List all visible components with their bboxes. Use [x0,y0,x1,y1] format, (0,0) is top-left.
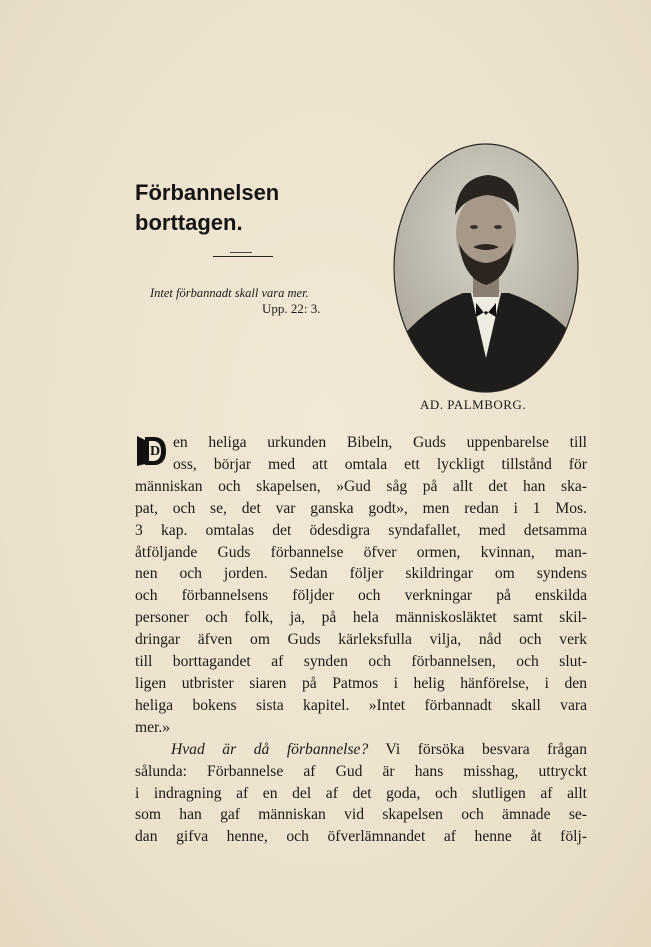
text-line: ligen utbrister siaren på Patmos i helig hänförelse, i den [135,674,587,692]
text-line: och förbannelsens följder och verkningar på enskilda [135,587,587,605]
text-line: 3 kap. omtalas det ödesdigra syndafallet, med detsamma [135,521,587,539]
svg-text:D: D [149,444,161,459]
article-body [135,432,587,848]
text-line: nen och jorden. Sedan följer skildringar om syndens [135,565,587,583]
title-line-1: Förbannelsen [135,180,280,205]
text-line: i indragning af en del af det goda, och slutligen af allt [135,784,587,802]
portrait-caption: AD. PALMBORG. [420,397,527,412]
paragraph-2-first-line [135,739,587,761]
author-portrait [393,143,579,393]
text-line: åtföljande Guds förbannelse öfver ormen, kvinnan, man- [135,543,587,561]
text-line: dan gifva henne, och öfverlämnandet af henne åt följ- [135,828,587,846]
epigraph: Intet förbannadt skall vara mer. [150,286,309,300]
text-line: mer.» [135,718,171,736]
text-line: som han gaf människan vid skapelsen och ämnade se- [135,806,587,824]
title-line-2: borttagen. [135,210,243,235]
text-line: pat, och se, det var ganska godt», men redan i 1 Mos. [135,499,587,517]
text-line: oss, börjar med att omtala ett lyckligt tillstånd för [173,455,587,473]
text-line: heliga bokens sista kapitel. »Intet förbannadt skall vara [135,696,587,714]
text-line: personer och folk, ja, på hela människosläktet samt skil- [135,609,587,627]
text-line: dringar äfven om Guds kärleksfulla vilja, nåd och verk [135,631,587,649]
text-line: en heliga urkunden Bibeln, Guds uppenbarelse till [173,434,587,451]
title-divider-short [230,252,252,253]
text-line: människan och skapelsen, »Gud såg på allt det han ska- [135,477,587,495]
text-line: sålunda: Förbannelse af Gud är hans misshag, uttryckt [135,762,587,780]
title-divider [213,256,273,257]
question-rest: Vi försöka besvara frågan [368,740,587,758]
epigraph-reference: Upp. 22: 3. [262,301,321,316]
question-heading: Hvad är då förbannelse? [171,740,369,758]
text-line: till borttagandet af synden och förbannelsen, och slut- [135,653,587,671]
article-title [135,178,279,238]
